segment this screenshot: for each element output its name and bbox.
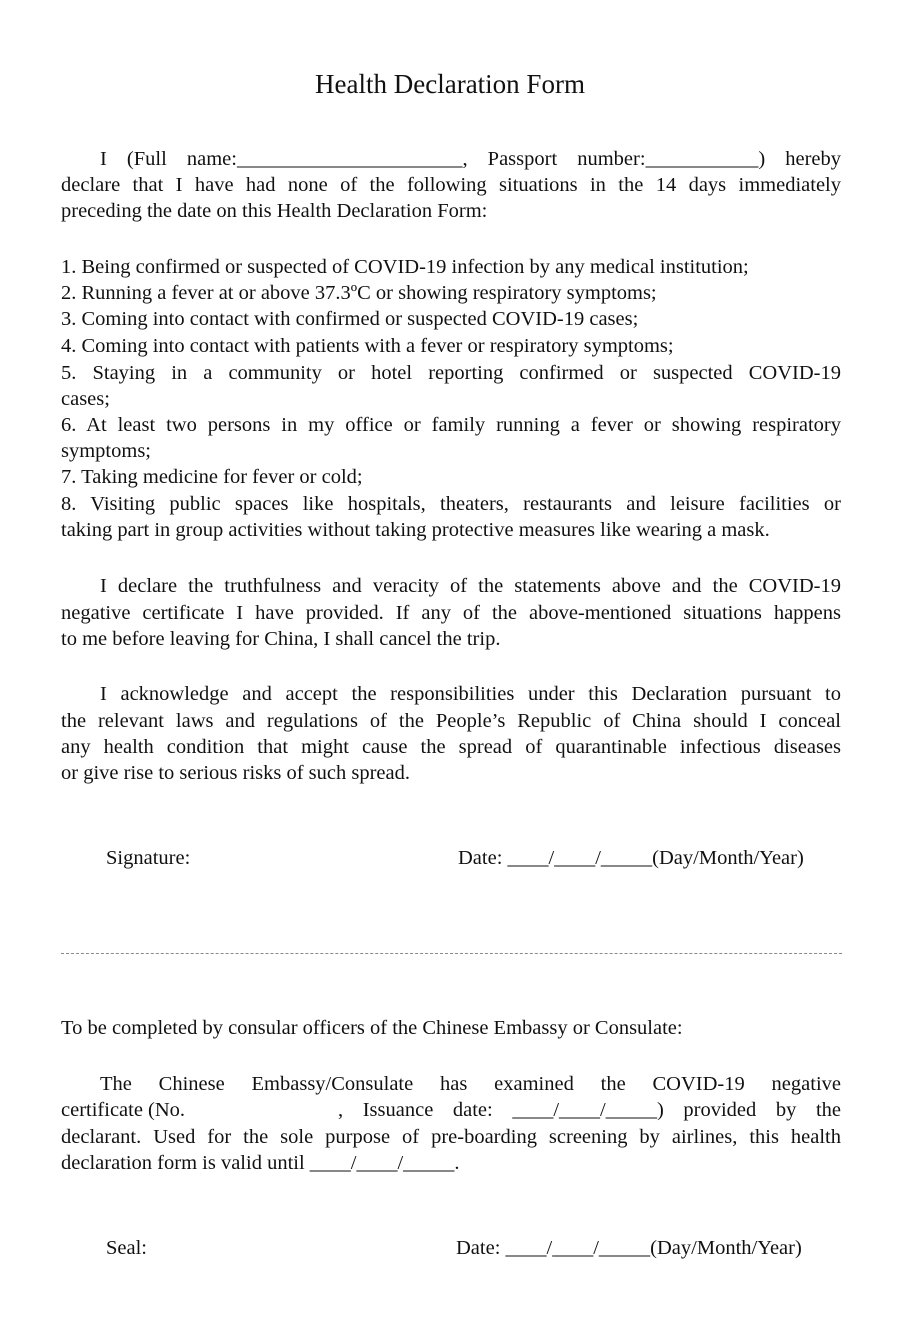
truthfulness-line-3: to me before leaving for China, I shall cancel the trip.	[61, 628, 501, 650]
situation-item-6: 6. At least two persons in my office or family running a fever or showing respiratory	[61, 414, 841, 436]
situation-item-1: 1. Being confirmed or suspected of COVID-19 infection by any medical institution;	[61, 256, 749, 278]
issuance-date-field[interactable]: , Issuance date: ____/____/_____) provided by the	[338, 1099, 841, 1121]
situation-item-3: 3. Coming into contact with confirmed or suspected COVID-19 cases;	[61, 308, 639, 330]
situation-item-4: 4. Coming into contact with patients with a fever or respiratory symptoms;	[61, 335, 674, 357]
acknowledgement-line-2: the relevant laws and regulations of the People’s Republic of China should I conceal	[61, 710, 841, 732]
official-section-heading: To be completed by consular officers of the Chinese Embassy or Consulate:	[61, 1017, 683, 1039]
declaration-line-1	[100, 146, 841, 172]
signature-label: Signature:	[106, 847, 191, 869]
hereby-text: ) hereby	[758, 148, 841, 170]
declaration-line-2: declare that I have had none of the following situations in the 14 days immediately	[61, 174, 841, 196]
acknowledgement-line-3: any health condition that might cause the spread of quarantinable infectious diseases	[61, 736, 841, 758]
acknowledgement-line-1: I acknowledge and accept the responsibilities under this Declaration pursuant to	[100, 683, 841, 705]
full-name-label: I (Full name:	[100, 148, 237, 170]
passport-number-field[interactable]: ___________	[645, 148, 759, 170]
acknowledgement-line-4: or give rise to serious risks of such spread.	[61, 762, 411, 784]
signature-date-field[interactable]: Date: ____/____/_____(Day/Month/Year)	[458, 847, 804, 869]
valid-until-field[interactable]: declaration form is valid until ____/____/_____.	[61, 1152, 460, 1174]
situation-item-5-cont: cases;	[61, 388, 110, 410]
situation-item-8: 8. Visiting public spaces like hospitals, theaters, restaurants and leisure facilities or	[61, 493, 841, 515]
truthfulness-line-2: negative certificate I have provided. If any of the above-mentioned situations happens	[61, 602, 841, 624]
official-line-1: The Chinese Embassy/Consulate has examined the COVID-19 negative	[100, 1073, 841, 1095]
seal-date-field[interactable]: Date: ____/____/_____(Day/Month/Year)	[456, 1237, 802, 1259]
situation-item-7: 7. Taking medicine for fever or cold;	[61, 466, 363, 488]
full-name-field[interactable]: ______________________	[236, 148, 463, 170]
official-line-2-left: certificate (No.	[61, 1099, 186, 1121]
truthfulness-line-1: I declare the truthfulness and veracity of the statements above and the COVID-19	[100, 575, 841, 597]
form-title: Health Declaration Form	[315, 69, 585, 99]
situation-item-6-cont: symptoms;	[61, 440, 151, 462]
situation-item-2: 2. Running a fever at or above 37.3ºC or showing respiratory symptoms;	[61, 282, 657, 304]
declaration-line-3: preceding the date on this Health Declaration Form:	[61, 200, 488, 222]
section-divider	[61, 953, 842, 954]
situation-item-8-cont: taking part in group activities without taking protective measures like wearing a mask.	[61, 519, 770, 541]
situation-item-5: 5. Staying in a community or hotel reporting confirmed or suspected COVID-19	[61, 362, 841, 384]
seal-label: Seal:	[106, 1237, 147, 1259]
official-line-3: declarant. Used for the sole purpose of pre-boarding screening by airlines, this health	[61, 1126, 841, 1148]
passport-label: , Passport number:	[462, 148, 646, 170]
